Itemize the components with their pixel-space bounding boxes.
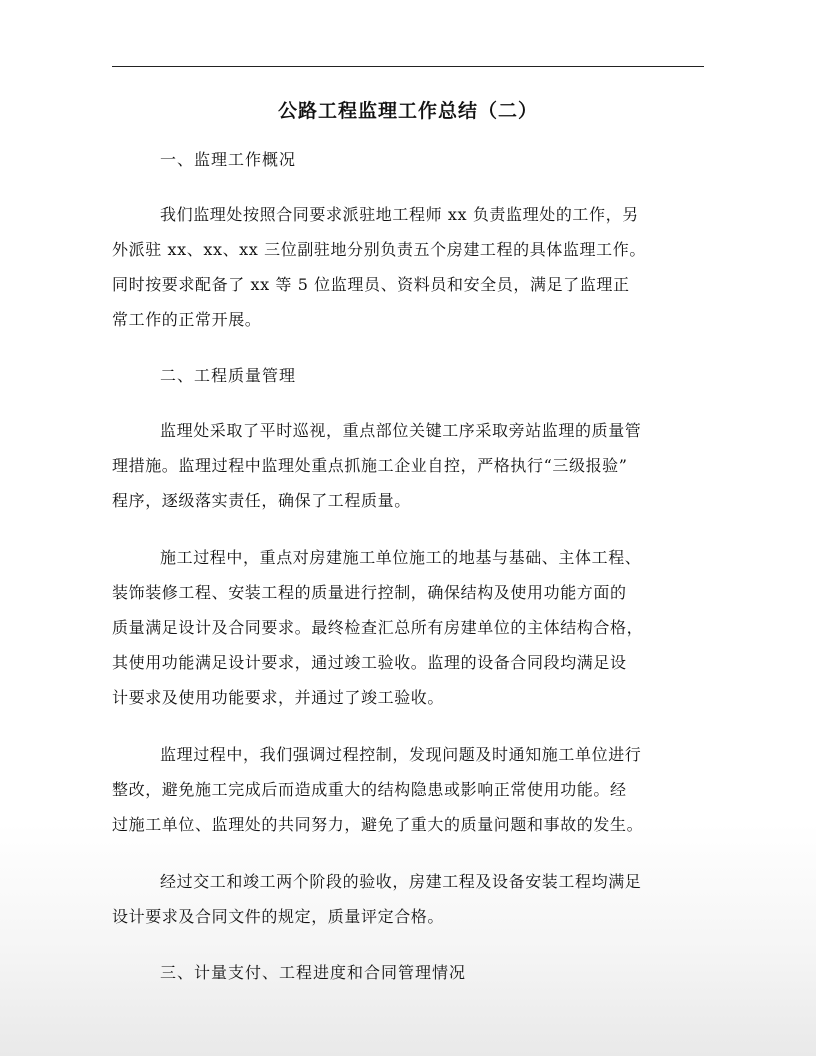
text-line: 常工作的正常开展。 [112,310,262,329]
text-line: 其使用功能满足设计要求，通过竣工验收。监理的设备合同段均满足设 [112,653,627,672]
paragraph-acceptance [112,864,704,934]
section-heading-3: 三、计量支付、工程进度和合同管理情况 [160,963,467,982]
document-body [112,143,704,990]
header-rule [112,66,704,67]
text-line: 理措施。监理过程中监理处重点抓施工企业自控，严格执行“三级报验” [112,456,628,475]
section-heading-2: 二、工程质量管理 [160,366,297,385]
text-line: 我们监理处按照合同要求派驻地工程师 xx 负责监理处的工作，另 [160,205,639,224]
text-line: 设计要求及合同文件的规定，质量评定合格。 [112,907,445,926]
text-line: 装饰装修工程、安装工程的质量进行控制，确保结构及使用功能方面的 [112,583,627,602]
text-line: 施工过程中，重点对房建施工单位施工的地基与基础、主体工程、 [160,548,642,567]
text-line: 程序，逐级落实责任，确保了工程质量。 [112,491,411,510]
text-line: 监理处采取了平时巡视，重点部位关键工序采取旁站监理的质量管 [160,421,642,440]
text-line: 计要求及使用功能要求，并通过了竣工验收。 [112,688,445,707]
text-line: 过施工单位、监理处的共同努力，避免了重大的质量问题和事故的发生。 [112,815,644,834]
document-title: 公路工程监理工作总结（二） [277,100,538,122]
text-line: 监理过程中，我们强调过程控制，发现问题及时通知施工单位进行 [160,745,642,764]
text-line: 整改，避免施工完成后而造成重大的结构隐患或影响正常使用功能。经 [112,780,627,799]
text-line: 质量满足设计及合同要求。最终检查汇总所有房建单位的主体结构合格， [112,618,644,637]
section-heading-1: 一、监理工作概况 [160,150,297,169]
text-line: 经过交工和竣工两个阶段的验收，房建工程及设备安装工程均满足 [160,872,642,891]
paragraph-construction-control [112,540,704,715]
text-line: 外派驻 xx、xx、xx 三位副驻地分别负责五个房建工程的具体监理工作。 [112,240,646,259]
text-line: 同时按要求配备了 xx 等 5 位监理员、资料员和安全员，满足了监理正 [112,275,630,294]
paragraph-overview [112,197,704,337]
paragraph-quality-measures [112,413,704,518]
paragraph-process-control [112,737,704,842]
